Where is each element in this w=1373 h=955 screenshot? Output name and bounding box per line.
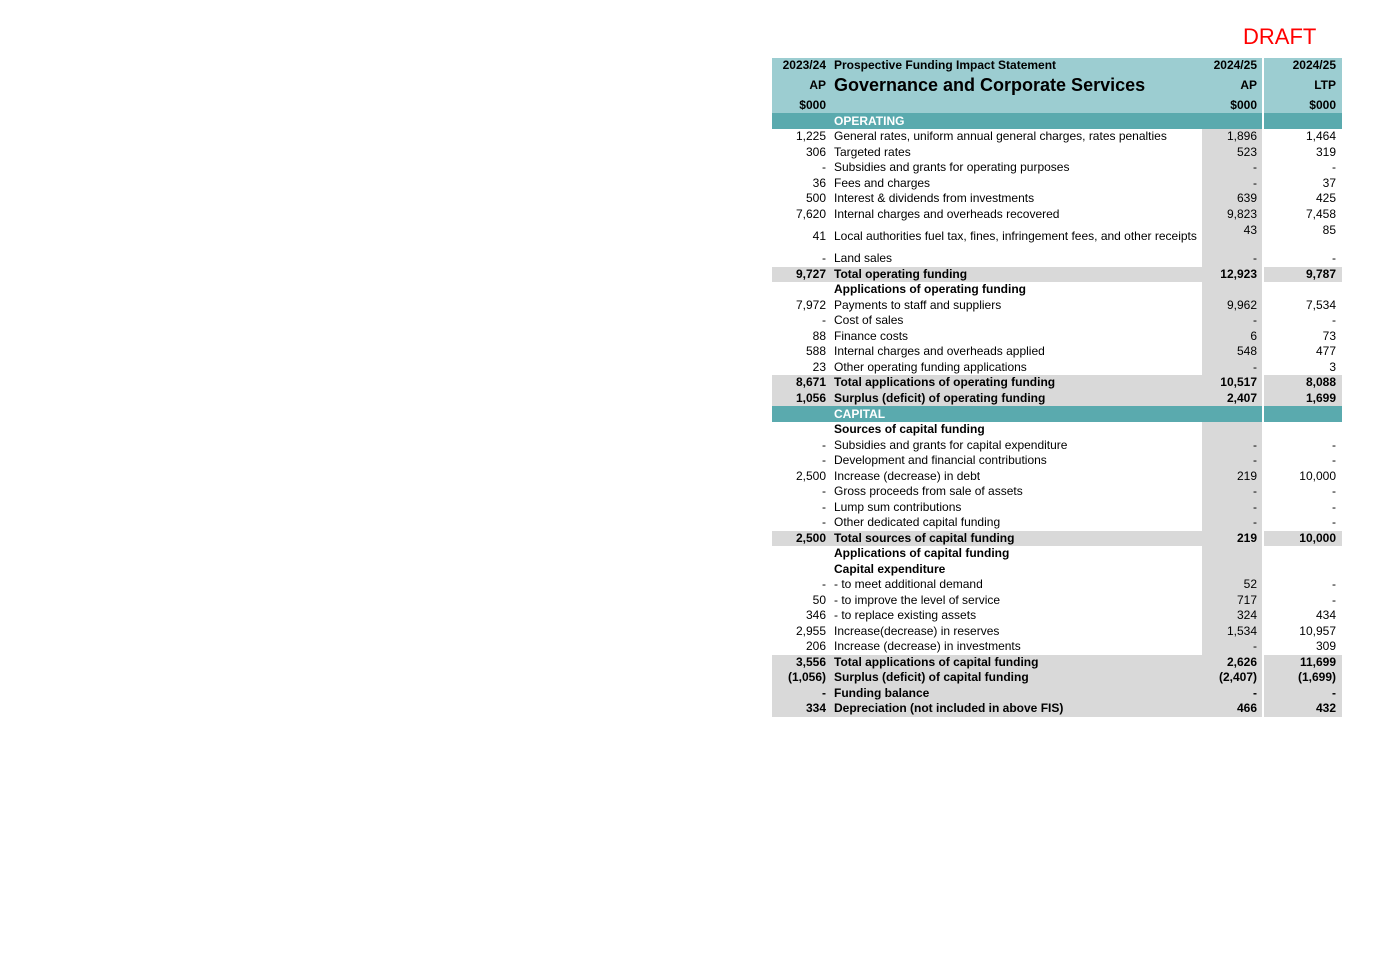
table-row	[772, 129, 1342, 145]
funding-balance-ap: -	[1253, 685, 1257, 700]
row-label: Internal charges and overheads applied	[834, 344, 1045, 359]
row-ap-value: -	[1202, 438, 1262, 454]
row-prior-value: -	[822, 515, 826, 530]
capital-expenditure-heading: Capital expenditure	[834, 561, 946, 576]
row-prior-value: 36	[812, 175, 826, 190]
table-row	[772, 515, 1342, 531]
row-ap-value: -	[1202, 484, 1262, 500]
row-label: - to replace existing assets	[834, 608, 977, 623]
row-ltp-value: -	[1332, 592, 1336, 607]
table-row	[772, 593, 1342, 609]
surplus-cap-ltp: (1,699)	[1297, 670, 1336, 685]
row-prior-value: 346	[805, 608, 826, 623]
funding-balance-ltp: -	[1332, 685, 1336, 700]
total-app-op-label: Total applications of operating funding	[834, 375, 1056, 390]
row-ap-value: 9,962	[1202, 298, 1262, 314]
table-row	[772, 453, 1342, 469]
row-prior-value: 1,225	[795, 129, 826, 144]
funding-balance-label: Funding balance	[834, 685, 930, 700]
row-prior-value: 41	[812, 229, 826, 243]
capital-expenditure-heading-row	[772, 562, 1342, 578]
row-label: Land sales	[834, 251, 893, 266]
table-row	[772, 313, 1342, 329]
row-label: Lump sum contributions	[834, 499, 962, 514]
total-app-cap-label: Total applications of capital funding	[834, 654, 1039, 669]
table-row	[772, 160, 1342, 176]
header-ltp-type: LTP	[1264, 74, 1342, 98]
header-ap-type: AP	[1202, 74, 1262, 98]
row-ap-value: 639	[1202, 191, 1262, 207]
header-ltp-units: $000	[1264, 98, 1342, 114]
section-capital	[772, 406, 1342, 422]
row-label: Fees and charges	[834, 175, 931, 190]
row-ltp-value: 434	[1315, 608, 1336, 623]
row-label: Finance costs	[834, 328, 909, 343]
row-ap-value: 1,896	[1202, 129, 1262, 145]
row-ap-value: 523	[1202, 145, 1262, 161]
table-row	[772, 360, 1342, 376]
row-ltp-value: 7,534	[1305, 297, 1336, 312]
row-ap-value: 9,823	[1202, 207, 1262, 223]
total-applications-capital-row	[772, 655, 1342, 671]
row-ap-value: -	[1202, 639, 1262, 655]
surplus-op-prior: 1,056	[795, 390, 826, 405]
table-row	[772, 207, 1342, 223]
table-row	[772, 145, 1342, 161]
row-label: Subsidies and grants for capital expenditure	[834, 437, 1068, 452]
depreciation-ap: 466	[1236, 701, 1257, 716]
funding-impact-statement-table	[772, 58, 1342, 717]
table-row	[772, 500, 1342, 516]
total-src-cap-label: Total sources of capital funding	[834, 530, 1015, 545]
applications-operating-heading: Applications of operating funding	[834, 282, 1026, 297]
total-src-cap-ltp: 10,000	[1299, 530, 1336, 545]
row-label: Gross proceeds from sale of assets	[834, 484, 1023, 499]
sources-capital-heading: Sources of capital funding	[834, 422, 985, 437]
row-ap-value: 219	[1202, 469, 1262, 485]
row-ap-value: -	[1202, 176, 1262, 192]
funding-balance-row	[772, 686, 1342, 702]
table-row	[772, 639, 1342, 655]
row-label: Subsidies and grants for operating purposes	[834, 160, 1070, 175]
row-prior-value: 588	[805, 344, 826, 359]
applications-capital-heading-row	[772, 546, 1342, 562]
row-label: Increase(decrease) in reserves	[834, 623, 1000, 638]
header-ap-units: $000	[1202, 98, 1262, 114]
row-prior-value: 306	[805, 144, 826, 159]
sources-capital-heading-row	[772, 422, 1342, 438]
draft-watermark: DRAFT	[1243, 24, 1317, 49]
table-row	[772, 344, 1342, 360]
row-label: Other dedicated capital funding	[834, 515, 1001, 530]
table-row	[772, 191, 1342, 207]
table-row	[772, 329, 1342, 345]
row-label: Development and financial contributions	[834, 453, 1047, 468]
total-app-cap-ltp: 11,699	[1299, 654, 1336, 669]
depreciation-prior: 334	[805, 701, 826, 716]
surplus-op-ap: 2,407	[1226, 390, 1257, 405]
row-prior-value: 2,955	[795, 623, 826, 638]
table-row	[772, 608, 1342, 624]
surplus-cap-prior: (1,056)	[787, 670, 826, 685]
row-prior-value: -	[822, 499, 826, 514]
header-ap-year: 2024/25	[1202, 58, 1262, 74]
row-label: Other operating funding applications	[834, 359, 1027, 374]
total-operating-ap: 12,923	[1220, 266, 1257, 281]
row-ltp-value: 85	[1322, 223, 1336, 237]
total-sources-capital-row	[772, 531, 1342, 547]
row-label: General rates, uniform annual general charges, rates penalties	[834, 129, 1167, 144]
section-capital-label: CAPITAL	[834, 406, 886, 421]
total-app-cap-prior: 3,556	[795, 654, 826, 669]
row-ltp-value: -	[1332, 160, 1336, 175]
surplus-cap-ap: (2,407)	[1218, 670, 1257, 685]
row-prior-value: 23	[812, 359, 826, 374]
row-ap-value: 43	[1202, 222, 1262, 251]
table-row	[772, 222, 1342, 251]
row-ap-value: 1,534	[1202, 624, 1262, 640]
row-prior-value: -	[822, 313, 826, 328]
row-ap-value: -	[1202, 500, 1262, 516]
row-label: - to improve the level of service	[834, 592, 1001, 607]
total-operating-ltp: 9,787	[1305, 266, 1336, 281]
row-ltp-value: 319	[1315, 144, 1336, 159]
row-ltp-value: -	[1332, 437, 1336, 452]
section-operating	[772, 113, 1342, 129]
table-row	[772, 624, 1342, 640]
row-ap-value: -	[1202, 313, 1262, 329]
row-ap-value: 717	[1202, 593, 1262, 609]
depreciation-ltp: 432	[1315, 701, 1336, 716]
funding-balance-prior: -	[822, 685, 826, 700]
total-operating-prior: 9,727	[795, 266, 826, 281]
row-label: - to meet additional demand	[834, 577, 983, 592]
activity-title: Governance and Corporate Services	[831, 74, 1202, 98]
header-prior-year: 2023/24	[772, 58, 831, 74]
row-label: Increase (decrease) in debt	[834, 468, 981, 483]
row-ap-value: 548	[1202, 344, 1262, 360]
surplus-op-ltp: 1,699	[1305, 390, 1336, 405]
row-label: Internal charges and overheads recovered	[834, 206, 1060, 221]
row-label: Interest & dividends from investments	[834, 191, 1035, 206]
table-row	[772, 438, 1342, 454]
row-ap-value: 6	[1202, 329, 1262, 345]
total-applications-operating-row	[772, 375, 1342, 391]
row-ltp-value: 73	[1322, 328, 1336, 343]
total-operating-funding-row	[772, 267, 1342, 283]
row-prior-value: 88	[812, 328, 826, 343]
row-prior-value: -	[822, 251, 826, 266]
header-row-years	[772, 58, 1342, 74]
surplus-op-label: Surplus (deficit) of operating funding	[834, 390, 1046, 405]
row-ltp-value: 10,957	[1299, 623, 1336, 638]
row-ltp-value: -	[1332, 313, 1336, 328]
total-app-op-ap: 10,517	[1220, 375, 1257, 390]
row-ltp-value: -	[1332, 453, 1336, 468]
row-ltp-value: 1,464	[1305, 129, 1336, 144]
row-label: Targeted rates	[834, 144, 911, 159]
table-row	[772, 484, 1342, 500]
table-row	[772, 176, 1342, 192]
applications-capital-heading: Applications of capital funding	[834, 546, 1010, 561]
row-label: Increase (decrease) in investments	[834, 639, 1021, 654]
row-label: Cost of sales	[834, 313, 904, 328]
row-ltp-value: 7,458	[1305, 206, 1336, 221]
applications-operating-heading-row	[772, 282, 1342, 298]
header-ltp-year: 2024/25	[1264, 58, 1342, 74]
table-row	[772, 298, 1342, 314]
row-prior-value: -	[822, 437, 826, 452]
row-prior-value: -	[822, 160, 826, 175]
row-label: Local authorities fuel tax, fines, infringement fees, and other receipts	[834, 229, 1197, 243]
row-ap-value: 52	[1202, 577, 1262, 593]
row-prior-value: 7,620	[795, 206, 826, 221]
header-row-type	[772, 74, 1342, 98]
depreciation-row	[772, 701, 1342, 717]
row-ltp-value: 477	[1315, 344, 1336, 359]
header-prior-type: AP	[772, 74, 831, 98]
row-ltp-value: -	[1332, 251, 1336, 266]
row-prior-value: -	[822, 577, 826, 592]
total-operating-label: Total operating funding	[834, 266, 968, 281]
total-app-op-ltp: 8,088	[1305, 375, 1336, 390]
row-ap-value: -	[1202, 251, 1262, 267]
row-label: Payments to staff and suppliers	[834, 297, 1002, 312]
row-ltp-value: -	[1332, 484, 1336, 499]
surplus-capital-row	[772, 670, 1342, 686]
total-src-cap-prior: 2,500	[795, 530, 826, 545]
total-src-cap-ap: 219	[1236, 530, 1257, 545]
table-row	[772, 251, 1342, 267]
row-ltp-value: -	[1332, 577, 1336, 592]
header-row-units	[772, 98, 1342, 114]
row-ap-value: -	[1202, 453, 1262, 469]
row-prior-value: -	[822, 484, 826, 499]
row-prior-value: 206	[805, 639, 826, 654]
surplus-cap-label: Surplus (deficit) of capital funding	[834, 670, 1029, 685]
header-prior-units: $000	[772, 98, 831, 114]
section-operating-label: OPERATING	[834, 113, 905, 128]
table-row	[772, 577, 1342, 593]
row-ltp-value: 425	[1315, 191, 1336, 206]
statement-title: Prospective Funding Impact Statement	[831, 58, 1202, 74]
row-ltp-value: 37	[1322, 175, 1336, 190]
depreciation-label: Depreciation (not included in above FIS)	[834, 701, 1064, 716]
row-prior-value: 50	[812, 592, 826, 607]
row-ap-value: -	[1202, 515, 1262, 531]
row-ap-value: -	[1202, 360, 1262, 376]
row-prior-value: 2,500	[795, 468, 826, 483]
total-app-op-prior: 8,671	[795, 375, 826, 390]
total-app-cap-ap: 2,626	[1226, 654, 1257, 669]
row-ltp-value: 10,000	[1299, 468, 1336, 483]
table-row	[772, 469, 1342, 485]
row-ltp-value: -	[1332, 499, 1336, 514]
row-ltp-value: 3	[1329, 359, 1336, 374]
row-prior-value: 7,972	[795, 297, 826, 312]
row-ap-value: 324	[1202, 608, 1262, 624]
row-ltp-value: 309	[1315, 639, 1336, 654]
row-prior-value: -	[822, 453, 826, 468]
row-ap-value: -	[1202, 160, 1262, 176]
row-prior-value: 500	[805, 191, 826, 206]
row-ltp-value: -	[1332, 515, 1336, 530]
surplus-operating-row	[772, 391, 1342, 407]
